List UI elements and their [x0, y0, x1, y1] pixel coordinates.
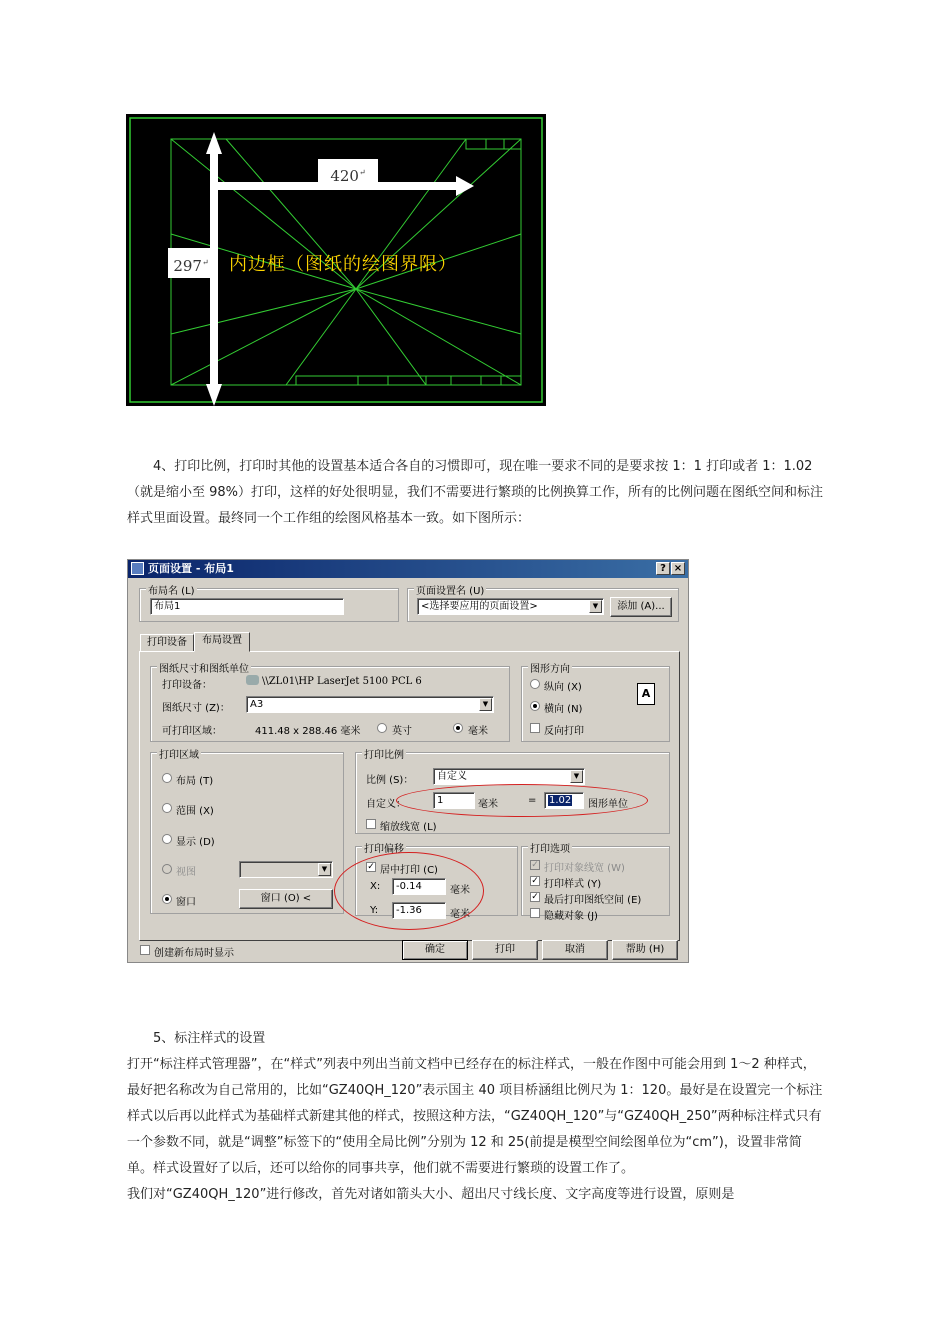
- plot-button[interactable]: 打印: [472, 940, 538, 960]
- plot-extents-label: 范围 (X): [176, 806, 214, 817]
- paragraph-print-scale: 4、打印比例，打印时其他的设置基本适合各自的习惯即可，现在唯一要求不同的是要求按 1：1 打印或者 1：1.02（就是缩小至 98%）打印，这样的好处很明显，我们不需要进行繁琐的比例换算工作，所有的比例问题在图纸空间和标注样式里面设置。最终同一个工作组的绘图风格基本一致。如下图所示：: [127, 459, 824, 526]
- section-heading: 5、标注样式的设置: [153, 1031, 266, 1046]
- plot-layout-radio[interactable]: [162, 773, 172, 783]
- plot-layout-label: 布局 (T): [176, 776, 214, 787]
- scale-select-value: 自定义: [437, 771, 467, 782]
- custom-units-label: 图形单位: [588, 799, 628, 810]
- hide-objects-checkbox[interactable]: [530, 908, 540, 918]
- paragraph-dimension-edit: 我们对“GZ40QH_120”进行修改，首先对诸如箭头大小、超出尺寸线长度、文字高度等进行设置，原则是: [127, 1187, 735, 1202]
- add-page-setup-button[interactable]: 添加 (A)...: [610, 597, 672, 617]
- plot-display-radio[interactable]: [162, 834, 172, 844]
- custom-scale-label: 自定义：: [366, 799, 406, 810]
- plot-window-label: 窗口: [176, 897, 196, 908]
- paragraph-dimension-style: 打开“标注样式管理器”，在“样式”列表中列出当前文档中已经存在的标注样式，一般在作图中可能会用到 1～2 种样式，最好把名称改为自己常用的，比如“GZ40QH_120”表示国主 40 项目桥涵组比例尺为 1：120。最好是在设置完一个标注样式以后再以此样式为基础样式新建其他的样式，按照这种方法，“GZ40QH_120”与“GZ40QH_250”两种标注样式只有一个参数不同，就是“调整”标签下的“使用全局比例”分别为 12 和 25(前提是模型空间绘图单位为“cm”)，设置非常简单。样式设置好了以后，还可以给你的同事共享，他们就不需要进行繁琐的设置工作了。: [127, 1057, 823, 1176]
- plot-options-group-title: 打印选项: [528, 840, 572, 855]
- paperspace-last-checkbox[interactable]: ✓: [531, 892, 539, 902]
- custom-units-value: 1.02: [549, 795, 572, 806]
- section-dimension-style: [127, 1026, 827, 1208]
- offset-x-input[interactable]: -0.14: [392, 878, 446, 895]
- app-icon: [131, 562, 144, 575]
- height-dimension-mark: ↵: [201, 258, 209, 267]
- page-setup-name-label: 页面设置名 (U): [414, 582, 486, 597]
- scale-highlight-ellipse: [396, 784, 648, 817]
- plot-device-label: 打印设备：: [162, 680, 212, 691]
- offset-x-label: X:: [370, 881, 381, 892]
- hide-objects-label: 隐藏对象 (J): [544, 911, 598, 922]
- offset-y-label: Y:: [370, 905, 379, 916]
- unit-inch-radio[interactable]: [377, 723, 387, 733]
- plot-area-group-title: 打印区域: [157, 746, 201, 761]
- orientation-group-title: 图形方向: [528, 660, 572, 675]
- portrait-label: 纵向 (X): [544, 682, 582, 693]
- tab-layout-settings[interactable]: 布局设置: [194, 632, 250, 652]
- help-icon[interactable]: ?: [656, 562, 670, 575]
- show-on-new-layout-label: 创建新布局时显示: [154, 948, 234, 959]
- custom-mm-input[interactable]: 1: [433, 792, 475, 809]
- chevron-down-icon[interactable]: ▼: [318, 863, 331, 876]
- plot-offset-group-title: 打印偏移: [362, 840, 406, 855]
- page-setup-dialog: [127, 559, 689, 963]
- scale-lineweights-checkbox[interactable]: [366, 819, 376, 829]
- reverse-plot-checkbox[interactable]: [530, 723, 540, 733]
- equals-sign: =: [528, 795, 537, 806]
- landscape-orientation-icon: A: [637, 683, 655, 705]
- plot-styles-checkbox[interactable]: ✓: [531, 876, 539, 886]
- window-pick-button[interactable]: 窗口 (O) <: [239, 889, 333, 909]
- printer-icon: [246, 675, 259, 685]
- custom-mm-unit: 毫米: [478, 799, 498, 810]
- printable-area-label: 可打印区域：: [162, 726, 222, 737]
- scale-lineweights-label: 缩放线宽 (L): [380, 822, 437, 833]
- plot-window-radio[interactable]: [162, 894, 172, 904]
- ok-button[interactable]: 确定: [402, 940, 468, 960]
- paperspace-last-label: 最后打印图纸空间 (E): [544, 895, 642, 906]
- paper-size-label: 图纸尺寸 (Z)：: [162, 703, 230, 714]
- plot-device-value: \\ZL01\HP LaserJet 5100 PCL 6: [262, 676, 422, 687]
- center-plot-label: 居中打印 (C): [380, 865, 438, 876]
- plot-scale-group-title: 打印比例: [362, 746, 406, 761]
- offset-x-unit: 毫米: [450, 885, 470, 896]
- plot-lineweights-checkbox[interactable]: ✓: [531, 860, 539, 870]
- page-setup-select[interactable]: [417, 598, 604, 615]
- paper-size-value: A3: [250, 699, 264, 710]
- offset-y-unit: 毫米: [450, 909, 470, 920]
- chevron-down-icon[interactable]: ▼: [589, 600, 602, 613]
- unit-inch-label: 英寸: [392, 726, 412, 737]
- show-on-new-layout-checkbox[interactable]: [140, 945, 150, 955]
- scale-select[interactable]: [433, 768, 585, 785]
- width-dimension-mark: ↵: [358, 168, 366, 177]
- view-select[interactable]: [239, 861, 333, 878]
- tab-plot-device[interactable]: 打印设备: [140, 634, 194, 652]
- height-dimension: 297↵: [168, 248, 214, 278]
- landscape-radio[interactable]: [530, 701, 540, 711]
- center-plot-checkbox[interactable]: ✓: [367, 862, 375, 872]
- width-dimension: 420↵: [318, 159, 378, 187]
- unit-mm-label: 毫米: [468, 726, 488, 737]
- portrait-radio[interactable]: [530, 679, 540, 689]
- dialog-title: 页面设置 - 布局1: [148, 562, 234, 575]
- landscape-label: 横向 (N): [544, 704, 583, 715]
- offset-highlight-ellipse: [334, 852, 484, 930]
- layout-name-input[interactable]: 布局1: [150, 598, 344, 615]
- unit-mm-radio[interactable]: [453, 723, 463, 733]
- close-icon[interactable]: ×: [671, 562, 685, 575]
- cancel-button[interactable]: 取消: [542, 940, 608, 960]
- chevron-down-icon[interactable]: ▼: [570, 770, 583, 783]
- cad-drawing-figure: [126, 114, 546, 406]
- plot-display-label: 显示 (D): [176, 837, 215, 848]
- paper-size-group-title: 图纸尺寸和图纸单位: [157, 660, 251, 675]
- chevron-down-icon[interactable]: ▼: [479, 698, 492, 711]
- printable-area-value: 411.48 x 288.46 毫米: [255, 726, 361, 737]
- paper-size-select[interactable]: [246, 696, 494, 713]
- help-button[interactable]: 帮助 (H): [612, 940, 678, 960]
- plot-lineweights-label: 打印对象线宽 (W): [544, 863, 625, 874]
- offset-y-input[interactable]: -1.36: [392, 902, 446, 919]
- reverse-plot-label: 反向打印: [544, 726, 584, 737]
- plot-view-label: 视图: [176, 867, 196, 878]
- page-setup-select-value: <选择要应用的页面设置>: [421, 601, 538, 612]
- layout-name-label: 布局名 (L): [146, 582, 197, 597]
- plot-styles-label: 打印样式 (Y): [544, 879, 602, 890]
- inner-frame-label: 内边框（图纸的绘图界限）: [229, 254, 457, 275]
- plot-extents-radio[interactable]: [162, 803, 172, 813]
- plot-view-radio[interactable]: [162, 864, 172, 874]
- dialog-titlebar: [128, 560, 688, 578]
- scale-label: 比例 (S)：: [366, 775, 414, 786]
